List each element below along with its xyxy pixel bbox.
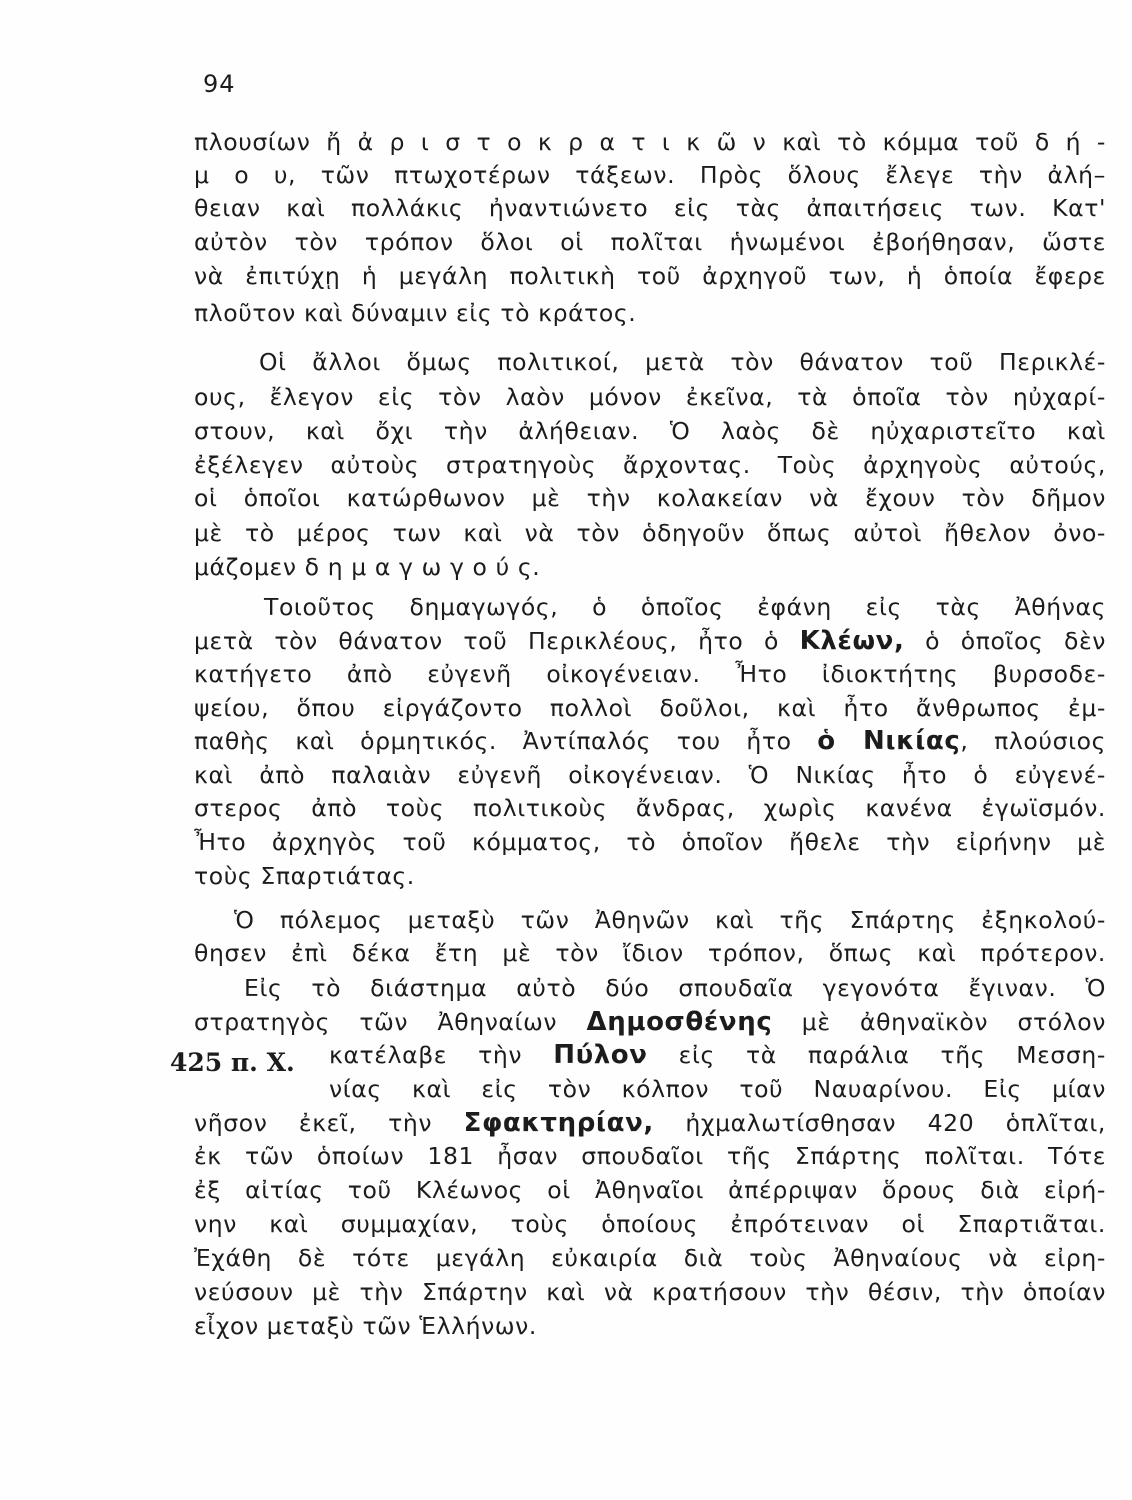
text-run: ους, ἔλεγον εἰς τὸν λαὸν μόνον ἐκεῖνα, τὰ ὁποῖα τὸν ηὐχαρί- (194, 383, 1106, 411)
text-run: κατέλαβε τὴν (329, 1041, 554, 1069)
text-run: στρατηγὸς τῶν Ἀθηναίων (194, 1008, 587, 1036)
text-run: μὲ ἀθηναϊκὸν στόλον (772, 1008, 1106, 1036)
text-run: πλοῦτον καὶ δύναμιν εἰς τὸ κράτος. (194, 299, 637, 327)
text-run: αὐτὸν τὸν τρόπον ὅλοι οἱ πολῖται ἡνωμένοι ἐβοήθησαν, ὥστε (194, 228, 1106, 256)
emphasized-name: ὁ Νικίας (817, 726, 961, 756)
text-run: , πλούσιος (960, 727, 1106, 755)
text-line (194, 450, 1106, 480)
text-line (194, 1141, 1106, 1171)
text-line (194, 827, 1106, 857)
text-line (194, 160, 1106, 190)
text-run: εἶχον μεταξὺ τῶν Ἑλλήνων. (194, 1312, 537, 1340)
text-line (194, 518, 1106, 548)
text-line (194, 298, 636, 328)
text-line (194, 1277, 1106, 1307)
text-line (194, 693, 1106, 723)
text-line (194, 861, 415, 891)
emphasized-name: Πύλον (553, 1040, 648, 1070)
text-run: ὁ ὁποῖος δὲν (904, 627, 1106, 655)
text-line (194, 1007, 1106, 1037)
text-line (194, 483, 1106, 513)
text-run: ψείου, ὅπου εἰργάζοντο πολλοὶ δοῦλοι, καὶ ἦτο ἄνθρωπος ἐμ- (194, 694, 1106, 722)
text-run: μετὰ τὸν θάνατον τοῦ Περικλέους, ἦτο ὁ (194, 627, 800, 655)
text-run: Ἦτο ἀρχηγὸς τοῦ κόμματος, τὸ ὁποῖον ἤθελε τὴν εἰρήνην μὲ (194, 828, 1106, 856)
text-run: θειαν καὶ πολλάκις ἠναντιώνετο εἰς τὰς ἀπαιτήσεις των. Κατ' (194, 194, 1106, 222)
text-line (194, 127, 1106, 157)
text-run: θησεν ἐπὶ δέκα ἔτη μὲ τὸν ἴδιον τρόπον, ὅπως καὶ πρότερον. (194, 939, 1106, 967)
text-run: Τοιοῦτος δημαγωγός, ὁ ὁποῖος ἐφάνη εἰς τὰς Ἀθήνας (264, 593, 1106, 621)
text-run: ἐκ τῶν ὁποίων 181 ἦσαν σπουδαῖοι τῆς Σπάρτης πολῖται. Τότε (194, 1142, 1106, 1170)
text-run: Εἰς τὸ διάστημα αὐτὸ δύο σπουδαῖα γεγονότα ἔγιναν. Ὁ (244, 974, 1106, 1002)
emphasized-name: Κλέων, (799, 626, 905, 656)
text-run: νην καὶ συμμαχίαν, τοὺς ὁποίους ἐπρότειναν οἱ Σπαρτιᾶται. (194, 1210, 1106, 1238)
text-run: ἠχμαλωτίσθησαν 420 ὁπλῖται, (653, 1109, 1106, 1137)
text-run: μὲ τὸ μέρος των καὶ νὰ τὸν ὁδηγοῦν ὅπως αὐτοὶ ἤθελον ὀνο- (194, 519, 1106, 547)
text-line (264, 592, 1106, 622)
text-line (259, 347, 1106, 377)
text-line (194, 227, 1106, 257)
text-line (194, 726, 1106, 756)
text-line (329, 1040, 1106, 1070)
text-run: μ ο υ, τῶν πτωχοτέρων τάξεων. Πρὸς ὅλους ἔλεγε τὴν ἀλή– (194, 161, 1106, 189)
text-line (194, 626, 1106, 656)
text-run: ἐξέλεγεν αὐτοὺς στρατηγοὺς ἄρχοντας. Τοὺς ἀρχηγοὺς αὐτούς, (194, 451, 1106, 479)
text-line (194, 382, 1106, 412)
text-run: στερος ἀπὸ τοὺς πολιτικοὺς ἄνδρας, χωρὶς κανένα ἐγωϊσμόν. (194, 794, 1106, 822)
text-line (194, 552, 540, 582)
text-run: Ἐχάθη δὲ τότε μεγάλη εὐκαιρία διὰ τοὺς Ἀθηναίους νὰ εἰρη- (194, 1244, 1106, 1272)
text-line (194, 760, 1106, 790)
margin-date-note: 425 π. Χ. (170, 1048, 295, 1077)
page-number: 94 (203, 70, 236, 98)
text-line (234, 905, 1106, 935)
text-line (194, 659, 1106, 689)
text-line (244, 973, 1106, 1003)
emphasized-name: Δημοσθένης (586, 1007, 773, 1037)
text-run: Οἱ ἄλλοι ὅμως πολιτικοί, μετὰ τὸν θάνατον τοῦ Περικλέ- (259, 348, 1106, 376)
text-run: μάζομεν δ η μ α γ ω γ ο ύ ς. (194, 553, 541, 581)
emphasized-name: Σφακτηρίαν, (463, 1108, 654, 1138)
text-run: νεύσουν μὲ τὴν Σπάρτην καὶ νὰ κρατήσουν τὴν θέσιν, τὴν ὁποίαν (194, 1278, 1106, 1306)
text-line (194, 1108, 1106, 1138)
text-line (194, 1175, 1106, 1205)
text-run: οἱ ὁποῖοι κατώρθωνον μὲ τὴν κολακείαν νὰ ἔχουν τὸν δῆμον (194, 484, 1106, 512)
text-line (194, 193, 1106, 223)
text-line (329, 1074, 1106, 1104)
text-run: κατήγετο ἀπὸ εὐγενῆ οἰκογένειαν. Ἦτο ἰδιοκτήτης βυρσοδε- (194, 660, 1106, 688)
text-run: πλουσίων ἤ ἀ ρ ι σ τ ο κ ρ α τ ι κ ῶ ν καὶ τὸ κόμμα τοῦ δ ή - (194, 128, 1106, 156)
text-line (194, 416, 1106, 446)
text-line (194, 1209, 1106, 1239)
text-run: τοὺς Σπαρτιάτας. (194, 862, 415, 890)
text-run: στουν, καὶ ὄχι τὴν ἀλήθειαν. Ὁ λαὸς δὲ ηὐχαριστεῖτο καὶ (194, 417, 1106, 445)
text-line (194, 938, 1106, 968)
text-run: νὰ ἐπιτύχῃ ἡ μεγάλη πολιτικὴ τοῦ ἀρχηγοῦ των, ἡ ὁποία ἔφερε (194, 262, 1106, 290)
text-run: ἐξ αἰτίας τοῦ Κλέωνος οἱ Ἀθηναῖοι ἀπέρριψαν ὅρους διὰ εἰρή- (194, 1176, 1106, 1204)
text-line (194, 1311, 537, 1341)
text-run: νῆσον ἐκεῖ, τὴν (194, 1109, 464, 1137)
text-run: Ὁ πόλεμος μεταξὺ τῶν Ἀθηνῶν καὶ τῆς Σπάρτης ἐξηκολού- (234, 906, 1106, 934)
text-line (194, 793, 1106, 823)
text-run: καὶ ἀπὸ παλαιὰν εὐγενῆ οἰκογένειαν. Ὁ Νικίας ἦτο ὁ εὐγενέ- (194, 761, 1106, 789)
text-line (194, 1243, 1106, 1273)
text-line (194, 261, 1106, 291)
text-run: εἰς τὰ παράλια τῆς Μεσση- (647, 1041, 1106, 1069)
text-run: νίας καὶ εἰς τὸν κόλπον τοῦ Ναυαρίνου. Εἰς μίαν (329, 1075, 1106, 1103)
text-run: παθὴς καὶ ὁρμητικός. Ἀντίπαλός του ἦτο (194, 727, 818, 755)
